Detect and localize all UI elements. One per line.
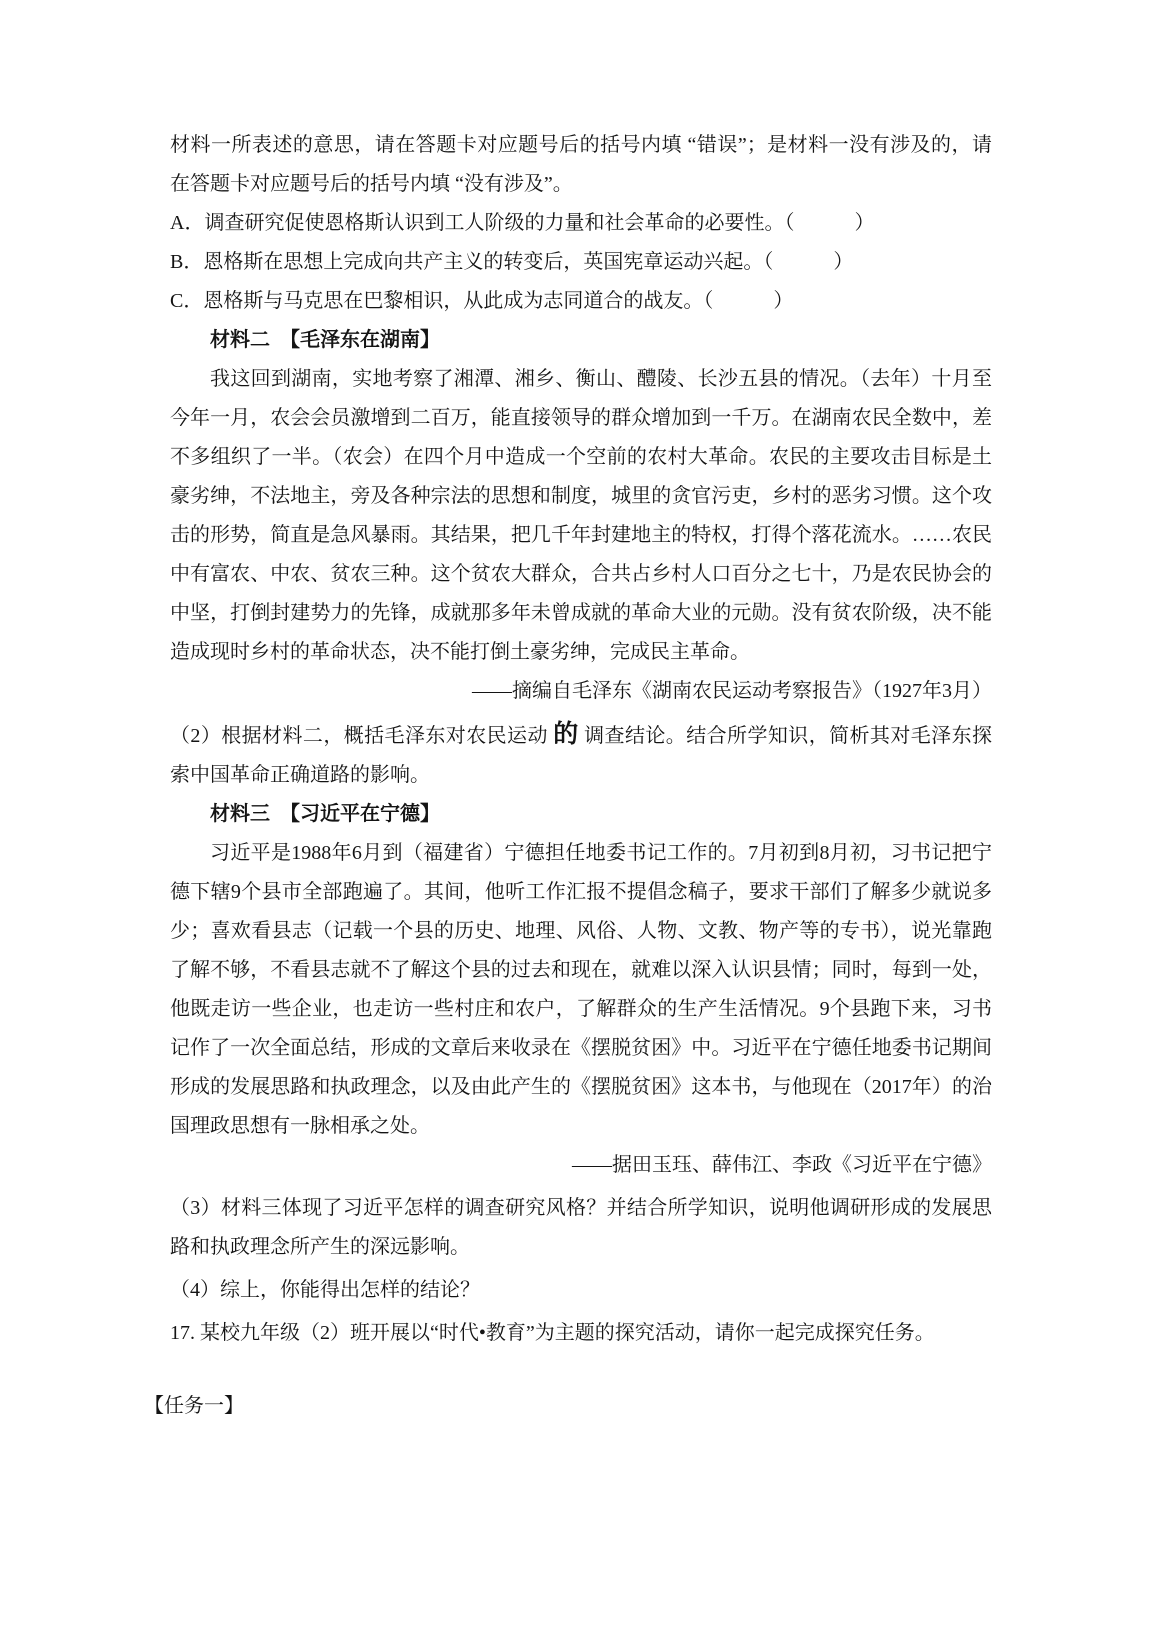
material3-body: 习近平是1988年6月到（福建省）宁德担任地委书记工作的。7月初到8月初，习书记把宁德下辖9个县市全部跑遍了。其间，他听工作汇报不提倡念稿子，要求干部们了解多少就说多少；喜欢看县志（记载一个县的历史、地理、风俗、人物、文教、物产等的专书），说光靠跑了解不够，不看县志就不了解这个县的过去和现在，就难以深入认识县情；同时，每到一处，他既走访一些企业，也走访一些村庄和农户，了解群众的生产生活情况。9个县跑下来，习书记作了一次全面总结，形成的文章后来收录在《摆脱贫困》中。习近平在宁德任地委书记期间形成的发展思路和执政理念，以及由此产生的《摆脱贫困》这本书，与他现在（2017年）的治国理政思想有一脉相承之处。 <box>170 842 992 1137</box>
option-a: A．调查研究促使恩格斯认识到工人阶级的力量和社会革命的必要性。（ ） <box>170 212 875 234</box>
question-2-text-before: （2）根据材料二，概括毛泽东对农民运动 <box>170 725 554 747</box>
question-2-text-after: 调查结论。结合所学知识，简析其对毛泽东探索中国革命正确道路的影响。 <box>170 725 993 786</box>
material2-source: ——摘编自毛泽东《湖南农民运动考察报告》（1927年3月） <box>472 680 992 702</box>
intro-paragraph: 材料一所表述的意思，请在答题卡对应题号后的括号内填 “错误”；是材料一没有涉及的，请在答题卡对应题号后的括号内填 “没有涉及”。 <box>170 134 992 195</box>
question-2 <box>170 715 992 795</box>
question-4: （4）综上，你能得出怎样的结论？ <box>170 1279 480 1301</box>
material3-source: ——据田玉珏、薛伟江、李政《习近平在宁德》 <box>572 1154 992 1176</box>
task1-heading: 【任务一】 <box>144 1395 244 1417</box>
material2-heading: 材料二 【毛泽东在湖南】 <box>210 329 440 351</box>
question-3: （3）材料三体现了习近平怎样的调查研究风格？并结合所学知识，说明他调研形成的发展思路和执政理念所产生的深远影响。 <box>170 1197 992 1258</box>
material3-heading: 材料三 【习近平在宁德】 <box>210 803 440 825</box>
material2-body: 我这回到湖南，实地考察了湘潭、湘乡、衡山、醴陵、长沙五县的情况。（去年）十月至今年一月，农会会员激增到二百万，能直接领导的群众增加到一千万。在湖南农民全数中，差不多组织了一半。（农会）在四个月中造成一个空前的农村大革命。农民的主要攻击目标是土豪劣绅，不法地主，旁及各种宗法的思想和制度，城里的贪官污吏，乡村的恶劣习惯。这个攻击的形势，简直是急风暴雨。其结果，把几千年封建地主的特权，打得个落花流水。……农民中有富农、中农、贫农三种。这个贫农大群众，合共占乡村人口百分之七十，乃是农民协会的中坚，打倒封建势力的先锋，成就那多年未曾成就的革命大业的元勋。没有贫农阶级，决不能造成现时乡村的革命状态，决不能打倒土豪劣绅，完成民主革命。 <box>170 368 992 663</box>
question-2-emphasized-char: 的 <box>553 721 579 748</box>
option-c: C．恩格斯与马克思在巴黎相识，从此成为志同道合的战友。（ ） <box>170 290 794 312</box>
question-17: 17. 某校九年级（2）班开展以“时代•教育”为主题的探究活动，请你一起完成探究任务。 <box>170 1322 935 1344</box>
option-b: B．恩格斯在思想上完成向共产主义的转变后，英国宪章运动兴起。（ ） <box>170 251 854 273</box>
